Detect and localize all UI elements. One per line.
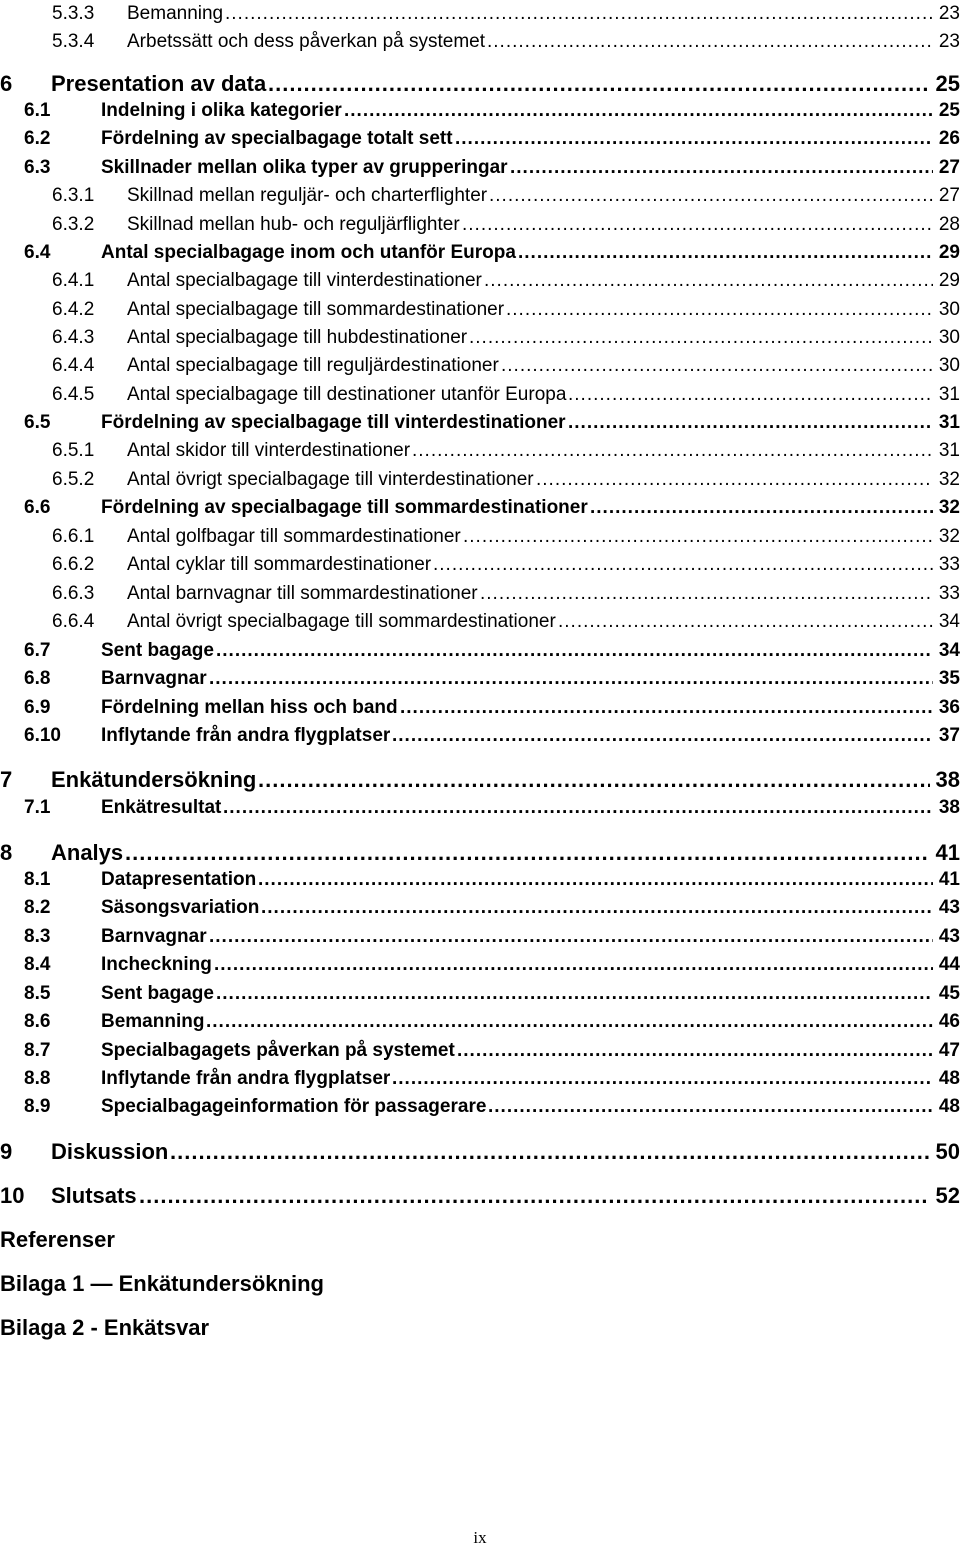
toc-entry-leader [344, 97, 933, 125]
toc-entry[interactable] [0, 608, 960, 636]
toc-entry-leader [214, 951, 933, 979]
toc-entry-leader [510, 154, 933, 182]
toc-entry-leader [501, 352, 933, 380]
toc-entry-title: Skillnader mellan olika typer av grupperingar [101, 157, 508, 178]
toc-entry[interactable] [0, 97, 960, 125]
toc-entry-leader [462, 211, 933, 239]
toc-entry-title: Bilaga 1 — Enkätundersökning [0, 1271, 324, 1296]
toc-entry[interactable] [0, 381, 960, 409]
toc-entry-leader [261, 894, 933, 922]
toc-entry-title: Slutsats [51, 1183, 137, 1208]
toc-entry[interactable] [0, 494, 960, 522]
toc-entry[interactable] [0, 894, 960, 922]
toc-entry[interactable] [0, 794, 960, 822]
toc-entry-leader [536, 466, 933, 494]
toc-entry-leader [518, 239, 933, 267]
toc-entry-number: 6.6.1 [52, 526, 95, 547]
toc-entry-leader [590, 494, 933, 522]
toc-entry[interactable] [0, 0, 960, 28]
toc-entry-leader [258, 764, 930, 796]
toc-entry-title: Antal specialbagage inom och utanför Europa [101, 242, 516, 263]
toc-entry-title: Arbetssätt och dess påverkan på systemet [127, 31, 486, 52]
toc-entry-page: 48 [938, 1096, 960, 1117]
toc-entry-page: 28 [938, 214, 960, 235]
toc-entry-title: Specialbagageinformation för passagerare [101, 1096, 487, 1117]
toc-entry-leader [433, 551, 933, 579]
toc-entry-title: Antal specialbagage till hubdestinationer [127, 327, 468, 348]
toc-entry-page: 37 [938, 725, 960, 746]
toc-entry-number: 7.1 [24, 797, 51, 818]
toc-entry-leader [488, 1093, 933, 1121]
toc-entry-number: 8.8 [24, 1068, 51, 1089]
toc-entry-page: 44 [938, 954, 960, 975]
toc-entry-page: 29 [938, 270, 960, 291]
toc-entry[interactable] [0, 551, 960, 579]
toc-entry-page: 27 [938, 157, 960, 178]
toc-entry-number: 6.8 [24, 668, 51, 689]
toc-entry-title: Referenser [0, 1227, 115, 1252]
toc-entry-number: 6 [0, 71, 13, 96]
toc-entry-page: 32 [938, 526, 960, 547]
toc-entry[interactable] [0, 722, 960, 750]
toc-entry-leader [139, 1180, 930, 1212]
toc-entry-number: 6.4.5 [52, 384, 95, 405]
toc-entry-number: 8.4 [24, 954, 51, 975]
toc-entry[interactable] [0, 267, 960, 295]
toc-entry-title: Inflytande från andra flygplatser [101, 725, 391, 746]
toc-entry-leader [480, 580, 933, 608]
toc-entry-title: Antal barnvagnar till sommardestinationer [127, 583, 478, 604]
toc-entry[interactable] [0, 28, 960, 56]
toc-entry-page: 26 [938, 128, 960, 149]
toc-entry-title: Specialbagagets påverkan på systemet [101, 1040, 455, 1061]
toc-entry-title: Bemanning [101, 1011, 205, 1032]
toc-entry-page: 46 [938, 1011, 960, 1032]
toc-entry[interactable] [0, 1065, 960, 1093]
toc-entry[interactable] [0, 125, 960, 153]
toc-entry-number: 8.2 [24, 897, 51, 918]
toc-entry-title: Sent bagage [101, 640, 214, 661]
toc-entry-number: 7 [0, 767, 13, 792]
toc-entry-leader [392, 1065, 933, 1093]
toc-entry[interactable] [0, 764, 960, 796]
toc-entry-title: Barnvagnar [101, 668, 207, 689]
toc-entry[interactable] [0, 923, 960, 951]
toc-entry-title: Antal skidor till vinterdestinationer [127, 440, 411, 461]
toc-entry-number: 6.7 [24, 640, 51, 661]
toc-entry-leader [469, 324, 933, 352]
toc-entry-page: 41 [935, 840, 960, 865]
toc-entry-page: 48 [938, 1068, 960, 1089]
toc-entry-number: 6.10 [24, 725, 61, 746]
toc-entry-leader [558, 608, 933, 636]
toc-entry-leader [268, 68, 930, 100]
toc-entry-title: Antal cyklar till sommardestinationer [127, 554, 432, 575]
toc-entry-page: 34 [938, 640, 960, 661]
toc-entry-title: Incheckning [101, 954, 212, 975]
toc-entry-title: Bilaga 2 - Enkätsvar [0, 1315, 210, 1340]
toc-entry-number: 6.4.4 [52, 355, 95, 376]
toc-entry[interactable] [0, 980, 960, 1008]
toc-entry-page: 30 [938, 355, 960, 376]
toc-entry[interactable] [0, 694, 960, 722]
toc-entry-leader [568, 381, 933, 409]
toc-entry[interactable] [0, 1008, 960, 1036]
toc-entry-leader [412, 437, 933, 465]
toc-entry-title: Antal specialbagage till sommardestinationer [127, 299, 505, 320]
toc-entry-page: 31 [938, 384, 960, 405]
toc-entry-page: 34 [938, 611, 960, 632]
toc-entry-title: Enkätresultat [101, 797, 222, 818]
toc-entry-leader [223, 794, 933, 822]
toc-entry-number: 6.1 [24, 100, 51, 121]
page-number: ix [473, 1528, 487, 1547]
toc-entry[interactable] [0, 324, 960, 352]
toc-entry-number: 6.6.4 [52, 611, 95, 632]
toc-entry-leader [216, 637, 933, 665]
toc-entry-page: 25 [938, 100, 960, 121]
toc-entry-number: 6.5.2 [52, 469, 95, 490]
toc-entry-title: Skillnad mellan reguljär- och charterflighter [127, 185, 488, 206]
toc-entry[interactable] [0, 239, 960, 267]
toc-entry-title: Diskussion [51, 1139, 169, 1164]
toc-entry-page: 35 [938, 668, 960, 689]
toc-entry-number: 8.6 [24, 1011, 51, 1032]
toc-entry-leader [170, 1136, 930, 1168]
toc-entry-leader [457, 1037, 933, 1065]
toc-entry-leader [484, 267, 933, 295]
toc-entry[interactable] [0, 837, 960, 869]
toc-entry-page: 45 [938, 983, 960, 1004]
toc-entry-number: 6.3 [24, 157, 51, 178]
toc-entry[interactable] [0, 68, 960, 100]
toc-entry-title: Antal specialbagage till destinationer utanför Europa [127, 384, 567, 405]
toc-entry[interactable] [0, 1180, 960, 1212]
toc-entry-leader [506, 296, 933, 324]
toc-entry-title: Antal övrigt specialbagage till vinterdestinationer [127, 469, 534, 490]
toc-entry-number: 6.3.2 [52, 214, 95, 235]
toc-entry[interactable] [0, 1093, 960, 1121]
toc-entry-leader [206, 1008, 933, 1036]
toc-entry-title: Antal övrigt specialbagage till sommardestinationer [127, 611, 556, 632]
toc-entry[interactable] [0, 352, 960, 380]
toc-entry[interactable] [0, 866, 960, 894]
toc-entry-number: 6.4.3 [52, 327, 95, 348]
toc-entry[interactable] [0, 154, 960, 182]
toc-entry[interactable] [0, 1136, 960, 1168]
toc-entry-page: 25 [935, 71, 960, 96]
toc-entry-leader [209, 923, 933, 951]
toc-entry[interactable] [0, 182, 960, 210]
toc-entry[interactable] [0, 1312, 960, 1344]
toc-entry[interactable] [0, 437, 960, 465]
toc-entry-number: 6.9 [24, 697, 51, 718]
toc-entry-page: 27 [938, 185, 960, 206]
toc-entry-title: Sent bagage [101, 983, 214, 1004]
toc-entry[interactable] [0, 1224, 960, 1256]
toc-entry-title: Barnvagnar [101, 926, 207, 947]
toc-entry-leader [209, 665, 933, 693]
toc-entry-leader [125, 837, 930, 869]
toc-entry-title: Säsongsvariation [101, 897, 260, 918]
toc-entry-number: 6.2 [24, 128, 51, 149]
toc-entry-title: Antal specialbagage till reguljärdestinationer [127, 355, 499, 376]
toc-entry-leader [489, 182, 933, 210]
toc-entry-number: 8.1 [24, 869, 51, 890]
toc-entry-page: 36 [938, 697, 960, 718]
toc-entry-leader [392, 722, 933, 750]
toc-entry[interactable] [0, 409, 960, 437]
toc-entry-leader [258, 866, 933, 894]
toc-entry-number: 6.3.1 [52, 185, 95, 206]
toc-entry-leader [455, 125, 933, 153]
toc-entry-leader [225, 0, 933, 28]
toc-entry-title: Presentation av data [51, 71, 267, 96]
toc-entry-title: Indelning i olika kategorier [101, 100, 342, 121]
toc-entry-number: 8.5 [24, 983, 51, 1004]
toc-entry[interactable] [0, 1268, 960, 1300]
toc-entry-page: 32 [938, 469, 960, 490]
toc-entry[interactable] [0, 637, 960, 665]
toc-entry-page: 38 [935, 767, 960, 792]
toc-entry-page: 41 [938, 869, 960, 890]
toc-entry-number: 6.6.3 [52, 583, 95, 604]
toc-entry-leader [463, 523, 933, 551]
toc-entry-page: 31 [938, 440, 960, 461]
toc-entry-number: 8.9 [24, 1096, 51, 1117]
toc-entry-number: 6.5 [24, 412, 51, 433]
toc-entry-title: Inflytande från andra flygplatser [101, 1068, 391, 1089]
toc-entry-title: Antal specialbagage till vinterdestinationer [127, 270, 482, 291]
toc-entry-number: 9 [0, 1139, 13, 1164]
toc-entry-title: Antal golfbagar till sommardestinationer [127, 526, 461, 547]
toc-entry-title: Bemanning [127, 3, 224, 24]
toc-entry-page: 23 [938, 31, 960, 52]
toc-entry-page: 33 [938, 554, 960, 575]
toc-entry-title: Fördelning av specialbagage till sommardestinationer [101, 497, 588, 518]
toc-entry-number: 6.4.1 [52, 270, 95, 291]
toc-entry-title: Fördelning mellan hiss och band [101, 697, 398, 718]
toc-entry-number: 6.4 [24, 242, 51, 263]
toc-entry-number: 8.3 [24, 926, 51, 947]
toc-entry[interactable] [0, 211, 960, 239]
toc-entry-page: 29 [938, 242, 960, 263]
toc-entry-page: 50 [935, 1139, 960, 1164]
toc-entry[interactable] [0, 466, 960, 494]
toc-entry-page: 31 [938, 412, 960, 433]
toc-entry[interactable] [0, 665, 960, 693]
toc-entry-number: 5.3.3 [52, 3, 95, 24]
toc-entry-page: 47 [938, 1040, 960, 1061]
toc-entry-page: 33 [938, 583, 960, 604]
toc-entry-leader [400, 694, 933, 722]
toc-entry-title: Datapresentation [101, 869, 257, 890]
toc-entry-number: 6.4.2 [52, 299, 95, 320]
toc-entry-number: 8 [0, 840, 13, 865]
toc-entry-number: 5.3.4 [52, 31, 95, 52]
toc-entry[interactable] [0, 951, 960, 979]
toc-entry-title: Analys [51, 840, 124, 865]
toc-entry-page: 32 [938, 497, 960, 518]
toc-entry[interactable] [0, 296, 960, 324]
toc-entry-page: 43 [938, 926, 960, 947]
toc-entry-page: 43 [938, 897, 960, 918]
toc-entry-title: Fördelning av specialbagage totalt sett [101, 128, 453, 149]
toc-entry-leader [216, 980, 933, 1008]
toc-entry-title: Fördelning av specialbagage till vinterdestinationer [101, 412, 566, 433]
toc-entry-page: 30 [938, 327, 960, 348]
toc-entry-leader [487, 28, 933, 56]
toc-entry-number: 6.6.2 [52, 554, 95, 575]
toc-entry-number: 8.7 [24, 1040, 51, 1061]
toc-entry-title: Skillnad mellan hub- och reguljärflighter [127, 214, 460, 235]
toc-entry[interactable] [0, 580, 960, 608]
toc-entry-page: 52 [935, 1183, 960, 1208]
toc-entry-page: 23 [938, 3, 960, 24]
toc-entry-number: 10 [0, 1183, 25, 1208]
toc-entry-number: 6.5.1 [52, 440, 95, 461]
toc-entry[interactable] [0, 523, 960, 551]
toc-entry-page: 30 [938, 299, 960, 320]
toc-entry[interactable] [0, 1037, 960, 1065]
toc-entry-number: 6.6 [24, 497, 51, 518]
toc-entry-page: 38 [938, 797, 960, 818]
toc-entry-title: Enkätundersökning [51, 767, 257, 792]
toc-entry-leader [568, 409, 933, 437]
